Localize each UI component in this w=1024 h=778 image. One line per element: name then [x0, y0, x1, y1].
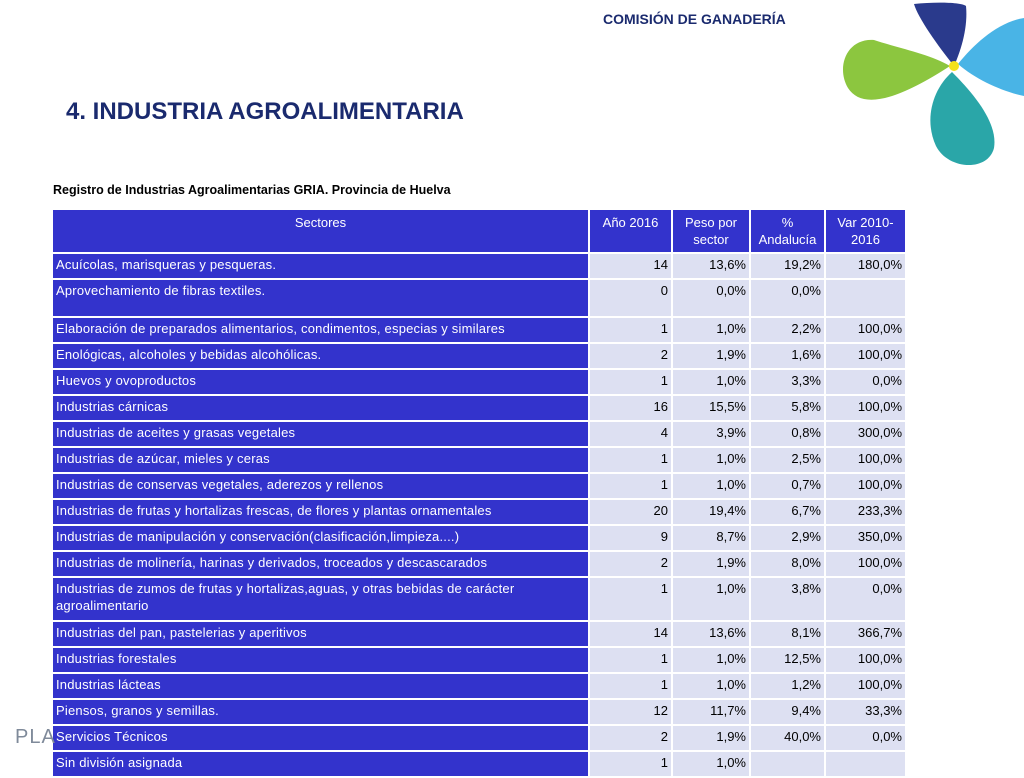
andalucia-cell: 2,2%: [751, 318, 824, 342]
variation-cell: 180,0%: [826, 254, 905, 278]
table-row: [53, 726, 905, 750]
year-cell: 1: [590, 578, 671, 620]
header-sectors: Sectores: [53, 210, 588, 252]
year-cell: 1: [590, 648, 671, 672]
year-cell: 1: [590, 370, 671, 394]
peso-cell: 13,6%: [673, 622, 749, 646]
header-year: Año 2016: [590, 210, 671, 252]
year-cell: 1: [590, 752, 671, 776]
logo-petal-sky: [958, 18, 1024, 96]
variation-cell: 350,0%: [826, 526, 905, 550]
peso-cell: 13,6%: [673, 254, 749, 278]
table-body: [53, 254, 905, 776]
peso-cell: 1,0%: [673, 318, 749, 342]
peso-cell: 1,9%: [673, 344, 749, 368]
year-cell: 1: [590, 474, 671, 498]
table-row: [53, 648, 905, 672]
peso-cell: 3,9%: [673, 422, 749, 446]
year-cell: 0: [590, 280, 671, 316]
sector-cell: Sin división asignada: [53, 752, 588, 776]
variation-cell: 100,0%: [826, 648, 905, 672]
year-cell: 4: [590, 422, 671, 446]
variation-cell: 0,0%: [826, 578, 905, 620]
header-andalucia: % Andalucía: [751, 210, 824, 252]
year-cell: 14: [590, 622, 671, 646]
table-row: [53, 700, 905, 724]
andalucia-cell: 9,4%: [751, 700, 824, 724]
table-row: [53, 422, 905, 446]
footer-fragment: PLA: [15, 726, 56, 748]
table-row: [53, 344, 905, 368]
logo-petal-teal: [930, 72, 994, 165]
sector-cell: Acuícolas, marisqueras y pesqueras.: [53, 254, 588, 278]
andalucia-cell: 19,2%: [751, 254, 824, 278]
sector-cell: Industrias de molinería, harinas y derivados, troceados y descascarados: [53, 552, 588, 576]
variation-cell: 100,0%: [826, 318, 905, 342]
sector-cell: Industrias de conservas vegetales, aderezos y rellenos: [53, 474, 588, 498]
table-row: [53, 370, 905, 394]
peso-cell: 1,9%: [673, 726, 749, 750]
andalucia-cell: 0,7%: [751, 474, 824, 498]
peso-cell: 1,0%: [673, 648, 749, 672]
year-cell: 16: [590, 396, 671, 420]
sector-cell: Huevos y ovoproductos: [53, 370, 588, 394]
peso-cell: 0,0%: [673, 280, 749, 316]
table-row: [53, 674, 905, 698]
variation-cell: 233,3%: [826, 500, 905, 524]
organization-logo: [838, 0, 1024, 172]
andalucia-cell: 2,5%: [751, 448, 824, 472]
andalucia-cell: 8,1%: [751, 622, 824, 646]
sector-cell: Servicios Técnicos: [53, 726, 588, 750]
sector-cell: Industrias lácteas: [53, 674, 588, 698]
sector-cell: Industrias de azúcar, mieles y ceras: [53, 448, 588, 472]
variation-cell: 0,0%: [826, 726, 905, 750]
logo-center: [949, 61, 959, 71]
variation-cell: [826, 752, 905, 776]
andalucia-cell: 3,8%: [751, 578, 824, 620]
year-cell: 1: [590, 318, 671, 342]
page-title: 4. INDUSTRIA AGROALIMENTARIA: [66, 98, 464, 125]
variation-cell: 100,0%: [826, 396, 905, 420]
sector-cell: Industrias de aceites y grasas vegetales: [53, 422, 588, 446]
peso-cell: 1,9%: [673, 552, 749, 576]
sector-cell: Piensos, granos y semillas.: [53, 700, 588, 724]
variation-cell: 100,0%: [826, 552, 905, 576]
peso-cell: 1,0%: [673, 752, 749, 776]
table-row: [53, 318, 905, 342]
year-cell: 2: [590, 344, 671, 368]
variation-cell: 300,0%: [826, 422, 905, 446]
table-row: [53, 254, 905, 278]
sector-cell: Industrias forestales: [53, 648, 588, 672]
table-row: [53, 622, 905, 646]
peso-cell: 11,7%: [673, 700, 749, 724]
table-row: [53, 526, 905, 550]
variation-cell: 100,0%: [826, 674, 905, 698]
table-row: [53, 578, 905, 620]
sector-cell: Industrias de zumos de frutas y hortalizas,aguas, y otras bebidas de carácter agroalimentario: [53, 578, 588, 620]
peso-cell: 1,0%: [673, 448, 749, 472]
table-row: [53, 396, 905, 420]
sector-cell: Industrias de manipulación y conservación(clasificación,limpieza....): [53, 526, 588, 550]
variation-cell: 100,0%: [826, 344, 905, 368]
variation-cell: 0,0%: [826, 370, 905, 394]
sector-cell: Industrias del pan, pastelerias y aperitivos: [53, 622, 588, 646]
year-cell: 12: [590, 700, 671, 724]
table-row: [53, 448, 905, 472]
peso-cell: 15,5%: [673, 396, 749, 420]
peso-cell: 8,7%: [673, 526, 749, 550]
table-header-row: [53, 210, 905, 252]
peso-cell: 19,4%: [673, 500, 749, 524]
peso-cell: 1,0%: [673, 474, 749, 498]
variation-cell: [826, 280, 905, 316]
table-row: [53, 474, 905, 498]
year-cell: 20: [590, 500, 671, 524]
sector-cell: Aprovechamiento de fibras textiles.: [53, 280, 588, 316]
year-cell: 14: [590, 254, 671, 278]
andalucia-cell: 6,7%: [751, 500, 824, 524]
andalucia-cell: 3,3%: [751, 370, 824, 394]
andalucia-cell: [751, 752, 824, 776]
logo-petal-green: [843, 40, 950, 100]
peso-cell: 1,0%: [673, 578, 749, 620]
year-cell: 2: [590, 552, 671, 576]
variation-cell: 366,7%: [826, 622, 905, 646]
year-cell: 9: [590, 526, 671, 550]
commission-label: COMISIÓN DE GANADERÍA: [603, 11, 786, 27]
year-cell: 2: [590, 726, 671, 750]
table-caption: Registro de Industrias Agroalimentarias GRIA. Provincia de Huelva: [53, 183, 451, 197]
sector-cell: Industrias cárnicas: [53, 396, 588, 420]
peso-cell: 1,0%: [673, 674, 749, 698]
sector-cell: Enológicas, alcoholes y bebidas alcohólicas.: [53, 344, 588, 368]
table-row: [53, 552, 905, 576]
variation-cell: 33,3%: [826, 700, 905, 724]
year-cell: 1: [590, 674, 671, 698]
variation-cell: 100,0%: [826, 448, 905, 472]
header-variation: Var 2010-2016: [826, 210, 905, 252]
year-cell: 1: [590, 448, 671, 472]
andalucia-cell: 1,6%: [751, 344, 824, 368]
table-row: [53, 752, 905, 776]
sector-cell: Elaboración de preparados alimentarios, condimentos, especias y similares: [53, 318, 588, 342]
peso-cell: 1,0%: [673, 370, 749, 394]
andalucia-cell: 0,0%: [751, 280, 824, 316]
table-row: [53, 500, 905, 524]
andalucia-cell: 5,8%: [751, 396, 824, 420]
andalucia-cell: 40,0%: [751, 726, 824, 750]
gria-table: [51, 208, 907, 778]
andalucia-cell: 2,9%: [751, 526, 824, 550]
andalucia-cell: 8,0%: [751, 552, 824, 576]
header-peso: Peso por sector: [673, 210, 749, 252]
sector-cell: Industrias de frutas y hortalizas frescas, de flores y plantas ornamentales: [53, 500, 588, 524]
andalucia-cell: 12,5%: [751, 648, 824, 672]
table-row: [53, 280, 905, 316]
variation-cell: 100,0%: [826, 474, 905, 498]
andalucia-cell: 1,2%: [751, 674, 824, 698]
andalucia-cell: 0,8%: [751, 422, 824, 446]
